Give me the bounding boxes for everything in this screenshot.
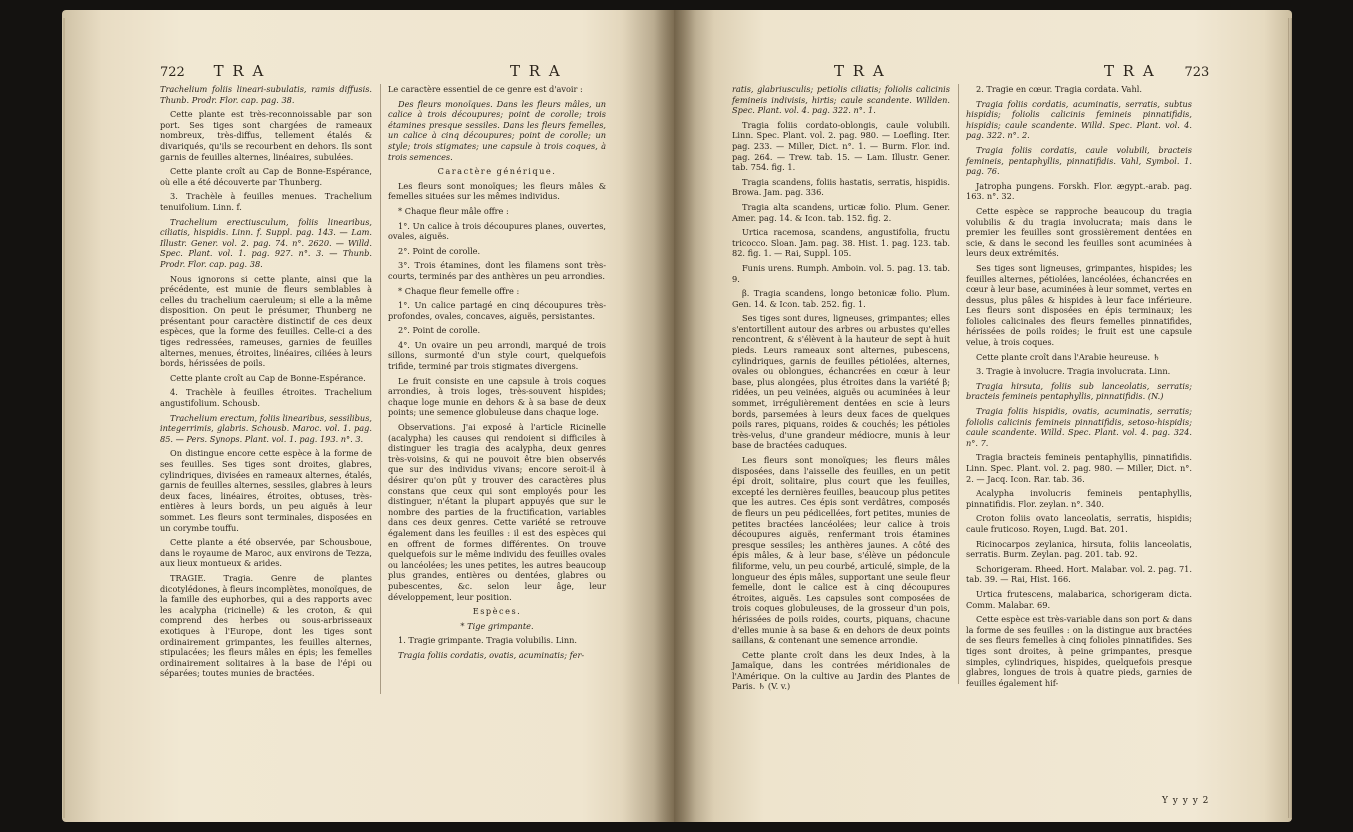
paragraph: Trachelium erectiusculum, foliis linearibus, ciliatis, hispidis. Linn. f. Suppl. pag. 143. — Lam. Illustr. Gener. vol. 2. pag. 74. n°. 2620. — Willd. Spec. Plant. vol. 1. pag. 927. n°. 3. — Thunb. Prodr. Flor. cap. pag. 38. (160, 216, 372, 269)
right-header-2 (1104, 62, 1231, 80)
paragraph: Schorigeram. Rheed. Hort. Malabar. vol. 2. pag. 71. tab. 39. — Rai, Hist. 166. (966, 563, 1192, 585)
left-page-number: 722 (160, 65, 185, 80)
paragraph: 3. Tragie à involucre. Tragia involucrata. Linn. (976, 366, 1171, 377)
section-heading: Espèces. (472, 606, 522, 617)
paragraph: Tragia foliis cordatis, acuminatis, serratis, subtus hispidis; foliolis calicinis femineis pinnatifidis, hispidis; caule scandente. Willd. Spec. Plant. vol. 4. pag. 322. n°. 2. (966, 98, 1192, 141)
paragraph: Cette plante croît dans l'Arabie heureuse. ♄ (976, 351, 1160, 362)
paragraph: Observations. J'ai exposé à l'article Ricinelle (acalypha) les causes qui rendoient si difficiles à distinguer les tragia des acalypha, deux genres très-voisins, & qui ne pouvoit être bien observés que sur des individus vivans; encore seroit-il à désirer qu'on pût y trouver des caractères plus constans que ceux qui sont employés pour les distinguer, n'étant la plupart appuyés que sur le nombre des parties de la fructification, variables dans ces deux genres. Cette variété se retrouve également dans les feuilles : il est des espèces qui en offrent de formes différentes. On trouve quelquefois sur le même individu des feuilles ovales ou lancéolées; les unes petites, les autres beaucoup plus grandes, entières ou dentées, glabres ou pubescentes, &c. selon leur âge, leur développement, leur position. (388, 422, 606, 602)
essential-character: Des fleurs monoïques. Dans les fleurs mâles, un calice à trois découpures; point de corolle; trois étamines presque sessiles. Dans les fleurs femelles, un calice à cinq découpures; point de corolle; un style; trois stigmates; une capsule à trois coques, à trois semences. (388, 98, 606, 162)
paragraph: Croton foliis ovato lanceolatis, serratis, hispidis; caule fruticoso. Royen, Lugd. Bat. 201. (966, 513, 1192, 534)
paragraph: Ses tiges sont dures, ligneuses, grimpantes; elles s'entortillent autour des arbres ou arbustes qu'elles rencontrent, & s'élèvent à la hauteur de sept à huit pieds. Leurs rameaux sont alternes, pubescens, cylindriques, garnis de feuilles pétiolées, alternes, ovales ou oblongues, échancrées en cœur à leur base, plus alongées, plus étroites dans la variété β; ridées, un peu veinées, aiguës ou acuminées à leur sommet, irrégulièrement dentées en scie à leurs bords, parsemées à leurs deux faces de quelques poils rares, piquans, roides & couchés; les pétioles très-velus, d'une grandeur médiocre, munis à leur base de bractées caduques. (732, 313, 950, 451)
paragraph: Cette plante est très-reconnoissable par son port. Ses tiges sont chargées de rameaux nombreux, très-diffus, tellement étalés & divariqués, qu'ils se recourbent en dehors. Ils sont garnis de feuilles alternes, linéaires, subulées. (160, 109, 372, 162)
paragraph: Trachelium erectum, foliis linearibus, sessilibus, integerrimis, glabris. Schousb. Maroc. vol. 1. pag. 85. — Pers. Synops. Plant. vol. 1. pag. 193. n°. 3. (160, 412, 372, 444)
column-divider (380, 84, 381, 694)
paragraph: Tragia scandens, foliis hastatis, serratis, hispidis. Browa. Jam. pag. 336. (732, 176, 950, 198)
paragraph: Cette plante croît au Cap de Bonne-Espérance. (170, 372, 366, 383)
right-gutter-shadow (674, 10, 714, 822)
left-page-edges (62, 18, 66, 818)
paragraph: TRAGIE. Tragia. Genre de plantes dicotylédones, à fleurs incomplètes, monoïques, de la famille des euphorbes, qui a des rapports avec les acalypha (ricinelle) & les croton, & qui comprend des herbes ou sous-arbrisseaux exotiques à l'Europe, dont les tiges sont ordinairement grimpantes, les feuilles alternes, stipulacées; les fleurs mâles en épis; les femelles ordinairement solitaires à la base de l'épi ou séparées; toutes munies de bractées. (160, 572, 373, 679)
right-header-word-1: T R A (834, 62, 886, 80)
left-page (62, 10, 674, 822)
paragraph: Tragia bracteis femineis pentaphyllis, pinnatifidis. Linn. Spec. Plant. vol. 2. pag. 980. — Miller, Dict. n°. 2. — Jacq. Icon. Rar. tab. 36. (966, 452, 1192, 484)
paragraph: Cette espèce se rapproche beaucoup du tragia volubilis & du tragia involucrata; mais dans le premier les feuilles sont grossièrement dentées en scie, & dans le second les feuilles sont acuminées à leurs deux extrémités. (966, 205, 1192, 259)
left-header-word-1: T R A (213, 62, 266, 80)
paragraph: Urtica racemosa, scandens, angustifolia, fructu tricocco. Sloan. Jam. pag. 38. Hist. 1. pag. 123. tab. 82. fig. 1. — Rai, Suppl. 105. (732, 227, 950, 259)
paragraph: 1°. Un calice partagé en cinq découpures très-profondes, ovales, concaves, aiguës, persistantes. (388, 300, 606, 321)
open-book (62, 10, 1292, 825)
paragraph: β. Tragia scandens, longo betonicæ folio. Plum. Gen. 14. & Icon. tab. 252. fig. 1. (732, 288, 950, 309)
right-page-edges (1288, 18, 1292, 818)
paragraph: Urtica frutescens, malabarica, schorigeram dicta. Comm. Malabar. 69. (966, 588, 1192, 610)
paragraph: Le caractère essentiel de ce genre est d'avoir : (388, 84, 583, 94)
paragraph: Tragia alta scandens, urticæ folio. Plum. Gener. Amer. pag. 14. & Icon. tab. 152. fig. 2. (732, 201, 950, 223)
paragraph: Les fleurs sont monoïques; les fleurs mâles & femelles situées sur les mêmes individus. (388, 180, 606, 202)
paragraph: Le fruit consiste en une capsule à trois coques arrondies, à trois loges, très-souvent hispides; chaque loge munie en dehors & à sa base de deux points; une semence globuleuse dans chaque loge. (388, 375, 606, 418)
left-header-2 (510, 62, 562, 80)
section-heading: Caractère générique. (437, 166, 557, 177)
paragraph: * Chaque fleur femelle offre : (398, 285, 520, 296)
paragraph: Les fleurs sont monoïques; les fleurs mâles disposées, dans l'aisselle des feuilles, en un petit épi droit, solitaire, plus court que les feuilles, excepté les dernières feuilles, beaucoup plus petites que les autres. Ces épis sont verdâtres, composés de fleurs un peu pédicellées, fort petites, munies de petites bractées lancéolées; leur calice à trois découpures aiguës, renfermant trois étamines presque sessiles; les anthères jaunes. A côté des épis mâles, & à leur base, s'élève un pédoncule filiforme, velu, un peu courbé, articulé, simple, de la longueur des épis mâles, supportant une seule fleur femelle, dont le calice est à cinq découpures étroites, aiguës. Les capsules sont composées de trois coques globuleuses, de la grosseur d'un pois, hérissées de poils roides, courts, piquans, chacune d'elles munie à sa base & en dehors de deux points saillans, & contenant une semence arrondie. (732, 455, 950, 646)
right-page (674, 10, 1292, 822)
paragraph: Cette plante croît dans les deux Indes, à la Jamaïque, dans les contrées méridionales de l'Amérique. On la cultive au Jardin des Plantes de Paris. ♄ (V. v.) (732, 649, 950, 692)
column-divider (958, 84, 959, 684)
column-2 (388, 84, 606, 665)
paragraph: Jatropha pungens. Forskh. Flor. ægypt.-arab. pag. 163. n°. 32. (966, 180, 1192, 202)
paragraph: Cette plante a été observée, par Schousboue, dans le royaume de Maroc, aux environs de Tezza, aux lieux montueux & arides. (160, 537, 372, 569)
right-header (834, 62, 886, 80)
paragraph: Ses tiges sont ligneuses, grimpantes, hispides; les feuilles alternes, pétiolées, lancéolées, échancrées en cœur à leur base, acuminées à leur sommet, vertes en dessus, plus pâles & hispides à leur face inférieure. Les fleurs sont disposées en épis terminaux; les folioles calicinales des fleurs femelles pinnatifides, hérissées de poils roides; le fruit est une capsule velue, à trois coques. (966, 262, 1192, 348)
paragraph: 3°. Trois étamines, dont les filamens sont très-courts, terminés par des anthères un peu arrondies. (388, 260, 606, 281)
paragraph: Tragia foliis cordatis, ovatis, acuminatis; fer- (398, 649, 585, 660)
paragraph: Nous ignorons si cette plante, ainsi que la précédente, est munie de fleurs semblables à celles du trachelium caeruleum; si elle a la même disposition. On peut le présumer, Thunberg ne présentant pour caractère distinctif de ces deux espèces, que la forme des feuilles. Celle-ci a des tiges redressées, rameuses, garnies de feuilles alternes, menues, étroites, linéaires, ciliées à leurs bords, hérissées de poils. (160, 273, 372, 369)
paragraph: 1. Tragie grimpante. Tragia volubilis. Linn. (398, 635, 578, 646)
paragraph: 2°. Point de corolle. (398, 245, 481, 256)
paragraph: * Chaque fleur mâle offre : (398, 205, 509, 216)
paragraph: Tragia foliis cordato-oblongis, caule volubili. Linn. Spec. Plant. vol. 2. pag. 980. — Loefling. Iter. pag. 233. — Miller, Dict. n°. 1. — Burm. Flor. ind. pag. 264. — Trew. tab. 15. — Lam. Illustr. Gener. tab. 754. fig. 1. (732, 119, 950, 173)
paragraph: Tragia foliis cordatis, caule volubili, bracteis femineis, pentaphyllis, pinnatifidis. Vahl, Symbol. 1. pag. 76. (966, 144, 1192, 177)
column-4 (966, 84, 1192, 692)
paragraph: On distingue encore cette espèce à la forme de ses feuilles. Ses tiges sont droites, glabres, cylindriques, divisées en rameaux alternes, étalés, garnis de feuilles alternes, sessiles, glabres à leurs deux faces, linéaires, étroites, obtuses, très-entières à leurs bords, un peu aiguës à leur sommet. Les fleurs sont terminales, disposées en un corymbe touffu. (160, 448, 372, 533)
right-header-word-2: T R A (1104, 62, 1156, 80)
paragraph: 2°. Point de corolle. (398, 325, 481, 336)
paragraph: Funis urens. Rumph. Amboin. vol. 5. pag. 13. tab. 9. (732, 262, 950, 284)
paragraph: Acalypha involucris femineis pentaphyllis, pinnatifidis. Flor. zeylan. n°. 340. (966, 488, 1192, 509)
paragraph: Cette espèce est très-variable dans son port & dans la forme de ses feuilles : on la distingue aux bractées de ses fleurs femelles à cinq folioles pinnatifides. Ses tiges sont droites, à peine grimpantes, presque simples, cylindriques, hispides, quelquefois presque glabres, longues de trois à quatre pieds, garnies de feuilles également hif- (966, 614, 1192, 688)
paragraph: Tragia hirsuta, foliis sub lanceolatis, serratis; bracteis femineis pentaphyllis, pinnatifidis. (N.) (966, 380, 1192, 402)
paragraph: 1°. Un calice à trois découpures planes, ouvertes, ovales, aiguës. (388, 220, 606, 242)
paragraph: 2. Tragie en cœur. Tragia cordata. Vahl. (976, 84, 1142, 94)
paragraph: Cette plante croît au Cap de Bonne-Espérance, où elle a été découverte par Thunberg. (160, 166, 372, 187)
paragraph: 4. Trachèle à feuilles étroites. Trachelium angustifolium. Schousb. (160, 387, 372, 409)
column-3 (732, 84, 950, 696)
signature-mark: Y y y y 2 (1162, 796, 1210, 806)
paragraph: 4°. Un ovaire un peu arrondi, marqué de trois sillons, surmonté d'un style court, quelquefois trifide, terminé par trois stigmates divergens. (388, 339, 606, 372)
column-1 (160, 84, 372, 683)
paragraph: ratis, glabriusculis; petiolis ciliatis; foliolis calicinis femineis indivisis, hirtis; caule scandente. Willden. Spec. Plant. vol. 4. pag. 322. n°. 1. (732, 84, 950, 116)
right-page-number: 723 (1184, 65, 1210, 80)
sub-heading: * Tige grimpante. (460, 620, 534, 631)
paragraph: Trachelium foliis lineari-subulatis, ramis diffusis. Thunb. Prodr. Flor. cap. pag. 38. (160, 84, 372, 105)
paragraph: 3. Trachèle à feuilles menues. Trachelium tenuifolium. Linn. f. (160, 191, 372, 212)
paragraph: Tragia foliis hispidis, ovatis, acuminatis, serratis; foliolis calicinis femineis pinnatifidis, setoso-hispidis; caule scandente. Willd. Spec. Plant. vol. 4. pag. 324. n°. 7. (966, 406, 1192, 448)
left-header (160, 62, 265, 80)
left-gutter-shadow (622, 10, 674, 822)
paragraph: Ricinocarpos zeylanica, hirsuta, foliis lanceolatis, serratis. Burm. Zeylan. pag. 201. tab. 92. (966, 538, 1192, 560)
left-header-word-2: T R A (510, 62, 562, 80)
